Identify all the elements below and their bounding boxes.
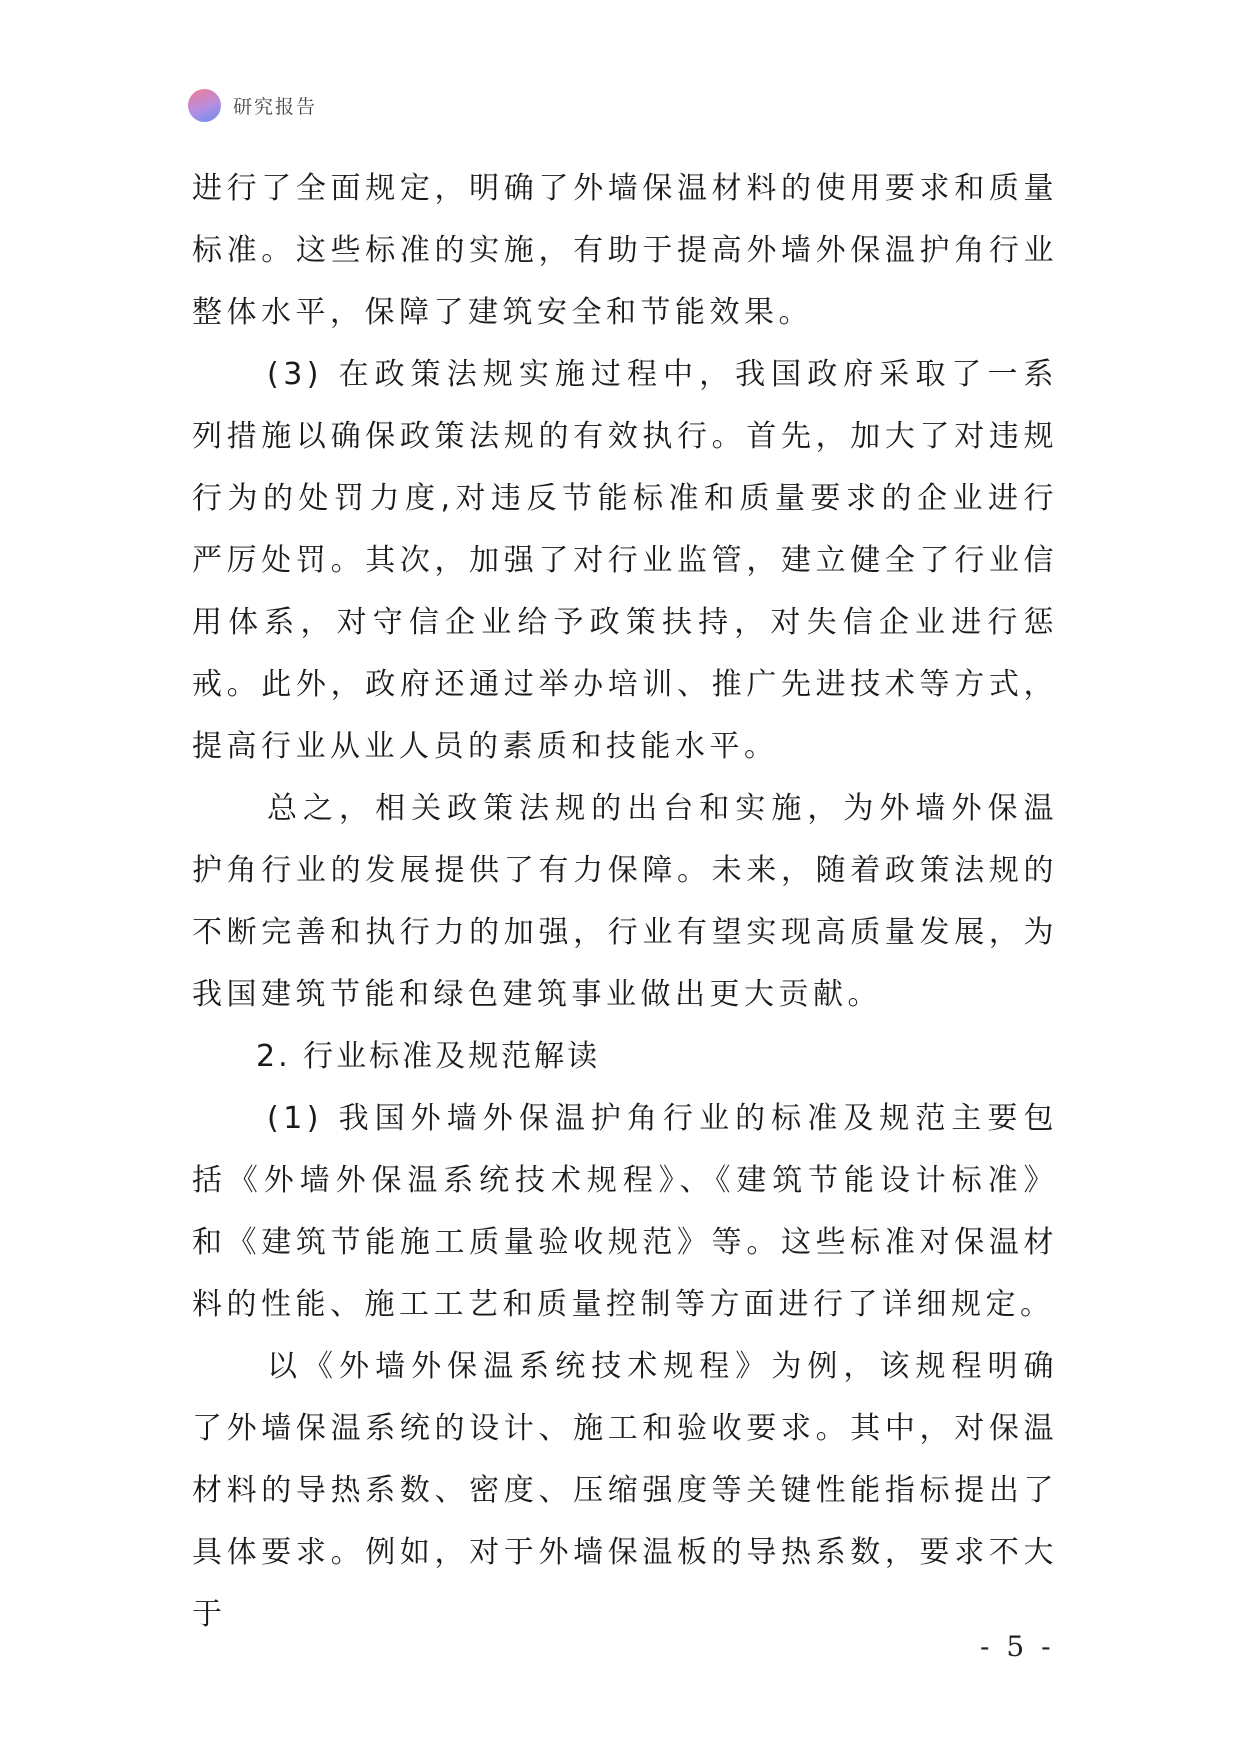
paragraph-policy-implementation: (3) 在政策法规实施过程中，我国政府采取了一系列措施以确保政策法规的有效执行。首先，加大了对违规行为的处罚力度,对违反节能标准和质量要求的企业进行严厉处罚。其次，加强了对行业监管，建立健全了行业信用体系，对守信企业给予政策扶持，对失信企业进行惩戒。此外，政府还通过举办培训、推广先进技术等方式，提高行业从业人员的素质和技能水平。 (192, 357, 1058, 764)
document-body (192, 158, 1058, 1646)
paragraph-summary: 总之，相关政策法规的出台和实施，为外墙外保温护角行业的发展提供了有力保障。未来，随着政策法规的不断完善和执行力的加强，行业有望实现高质量发展，为我国建筑节能和绿色建筑事业做出更大贡献。 (192, 791, 1058, 1012)
paragraph-continuation: 进行了全面规定，明确了外墙保温材料的使用要求和质量标准。这些标准的实施，有助于提高外墙外保温护角行业整体水平，保障了建筑安全和节能效果。 (192, 171, 1058, 330)
section-heading: 2. 行业标准及规范解读 (256, 1039, 601, 1074)
paragraph-standards: (1) 我国外墙外保温护角行业的标准及规范主要包括《外墙外保温系统技术规程》、《建筑节能设计标准》和《建筑节能施工质量验收规范》等。这些标准对保温材料的性能、施工工艺和质量控制等方面进行了详细规定。 (192, 1101, 1058, 1322)
paragraph-example: 以《外墙外保温系统技术规程》为例，该规程明确了外墙保温系统的设计、施工和验收要求。其中，对保温材料的导热系数、密度、压缩强度等关键性能指标提出了具体要求。例如，对于外墙保温板的导热系数，要求不大于 (192, 1349, 1058, 1632)
report-logo-icon (188, 89, 221, 122)
page-header (188, 88, 317, 122)
page-number: - 5 - (980, 1630, 1055, 1663)
header-title: 研究报告 (233, 95, 318, 118)
